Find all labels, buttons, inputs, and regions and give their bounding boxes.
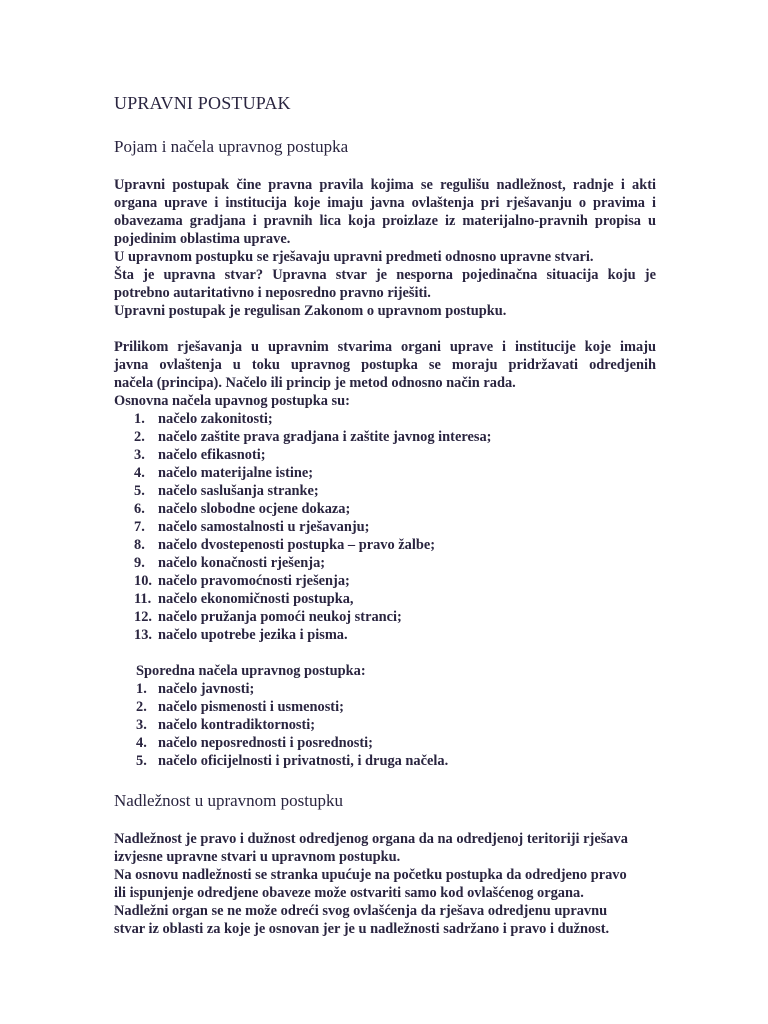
text-line: pojedinim oblastima uprave. xyxy=(114,231,291,247)
text-line: Na osnovu nadležnosti se stranka upućuje na početku postupka da odredjeno pravo xyxy=(114,867,627,883)
paragraph-jurisdiction xyxy=(114,830,656,938)
secondary-principles-heading: Sporedna načela upravnog postupka: xyxy=(136,663,366,679)
paragraph-principles-intro xyxy=(114,338,656,410)
section-heading-principles: Pojam i načela upravnog postupka xyxy=(114,137,349,156)
list-item: 5. načelo oficijelnosti i privatnosti, i druga načela. xyxy=(136,753,449,769)
text-line: načela (principa). Načelo ili princip je metod odnosno način rada. xyxy=(114,375,516,391)
text-line: Nadležnost je pravo i dužnost odredjenog organa da na odredjenoj teritoriji rješava xyxy=(114,831,628,847)
text-line: Upravni postupak čine pravna pravila kojima se regulišu nadležnost, radnje i akti xyxy=(114,177,656,193)
list-item: 3. načelo kontradiktornosti; xyxy=(136,717,316,733)
list-item: 11. načelo ekonomičnosti postupka, xyxy=(134,591,354,607)
list-item: 12. načelo pružanja pomoći neukoj stranci; xyxy=(134,609,402,625)
list-item: 8. načelo dvostepenosti postupka – pravo žalbe; xyxy=(134,537,436,553)
list-item: 3. načelo efikasnoti; xyxy=(134,447,266,463)
spacer xyxy=(114,644,656,662)
text-line: stvar iz oblasti za koje je osnovan jer je u nadležnosti sadržano i pravo i dužnost. xyxy=(114,921,610,937)
document-page xyxy=(114,92,656,938)
main-principles-list xyxy=(114,410,656,644)
text-line: Nadležni organ se ne može odreći svog ovlašćenja da rješava odredjenu upravnu xyxy=(114,903,608,919)
list-item: 9. načelo konačnosti rješenja; xyxy=(134,555,326,571)
list-item: 5. načelo saslušanja stranke; xyxy=(134,483,319,499)
section-heading-jurisdiction: Nadležnost u upravnom postupku xyxy=(114,791,343,810)
list-item: 13. načelo upotrebe jezika i pisma. xyxy=(134,627,348,643)
text-line: Upravni postupak je regulisan Zakonom o upravnom postupku. xyxy=(114,303,507,319)
list-item: 1. načelo javnosti; xyxy=(136,681,255,697)
text-line: Osnovna načela upavnog postupka su: xyxy=(114,393,350,409)
text-line: javna ovlaštenja u toku upravnog postupka se moraju pridržavati odredjenih xyxy=(114,357,656,373)
list-item: 2. načelo pismenosti i usmenosti; xyxy=(136,699,344,715)
text-line: ili ispunjenje odredjene obaveze može ostvariti samo kod ovlašćenog organa. xyxy=(114,885,584,901)
text-line: U upravnom postupku se rješavaju upravni predmeti odnosno upravne stvari. xyxy=(114,249,594,265)
text-line: obavezama gradjana i pravnih lica koja proizlaze iz materijalno-pravnih propisa u xyxy=(114,213,656,229)
paragraph-definition xyxy=(114,176,656,320)
list-item: 10. načelo pravomoćnosti rješenja; xyxy=(134,573,350,589)
text-line: organa uprave i institucija koje imaju javna ovlaštenja pri rješavanju o pravima i xyxy=(114,195,656,211)
text-line: potrebno autaritativno i neposredno pravno riješiti. xyxy=(114,285,431,301)
document-title: UPRAVNI POSTUPAK xyxy=(114,93,291,113)
list-item: 2. načelo zaštite prava gradjana i zaštite javnog interesa; xyxy=(134,429,492,445)
text-line: izvjesne upravne stvari u upravnom postupku. xyxy=(114,849,401,865)
secondary-principles-list xyxy=(114,680,656,770)
list-item: 1. načelo zakonitosti; xyxy=(134,411,273,427)
list-item: 4. načelo neposrednosti i posrednosti; xyxy=(136,735,373,751)
list-item: 7. načelo samostalnosti u rješavanju; xyxy=(134,519,370,535)
text-line: Šta je upravna stvar? Upravna stvar je nesporna pojedinačna situacija koju je xyxy=(114,267,656,283)
list-item: 6. načelo slobodne ocjene dokaza; xyxy=(134,501,351,517)
list-item: 4. načelo materijalne istine; xyxy=(134,465,314,481)
text-line: Prilikom rješavanja u upravnim stvarima organi uprave i institucije koje imaju xyxy=(114,339,656,355)
